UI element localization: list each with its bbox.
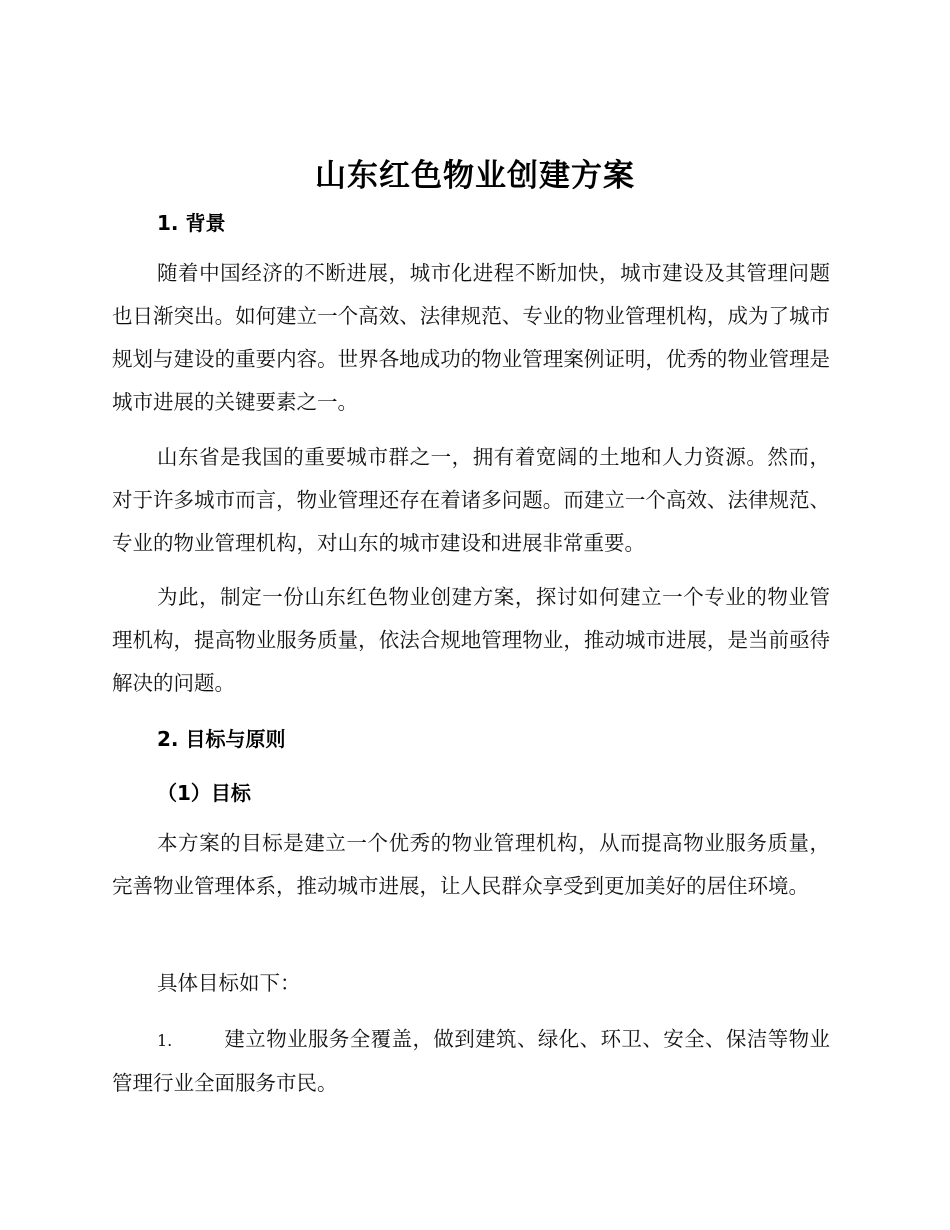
paragraph: 随着中国经济的不断进展，城市化进程不断加快，城市建设及其管理问题也日渐突出。如何建立一个高效、法律规范、专业的物业管理机构，成为了城市规划与建设的重要内容。世界各地成功的物业管理案例证明，优秀的物业管理是城市进展的关键要素之一。 — [112, 261, 830, 414]
paragraph: 具体目标如下： — [157, 971, 301, 995]
paragraph: 山东省是我国的重要城市群之一，拥有着宽阔的土地和人力资源。然而，对于许多城市而言，物业管理还存在着诸多问题。而建立一个高效、法律规范、专业的物业管理机构，对山东的城市建设和进展非常重要。 — [112, 445, 830, 555]
paragraph: 为此，制定一份山东红色物业创建方案，探讨如何建立一个专业的物业管理机构，提高物业服务质量，依法合规地管理物业，推动城市进展，是当前亟待解决的问题。 — [112, 585, 830, 695]
goal-list-item — [112, 1018, 830, 1105]
section-heading-background: 1. 背景 — [157, 211, 226, 235]
list-item-text: 建立物业服务全覆盖，做到建筑、绿化、环卫、安全、保洁等物业管理行业全面服务市民。 — [112, 1027, 830, 1095]
document-title: 山东红色物业创建方案 — [315, 158, 635, 194]
paragraph: 本方案的目标是建立一个优秀的物业管理机构，从而提高物业服务质量，完善物业管理体系，推动城市进展，让人民群众享受到更加美好的居住环境。 — [112, 831, 830, 898]
section-heading-goals-principles: 2. 目标与原则 — [157, 727, 286, 751]
list-number: 1. — [157, 1031, 173, 1050]
subsection-heading-goals: （1）目标 — [157, 781, 251, 805]
